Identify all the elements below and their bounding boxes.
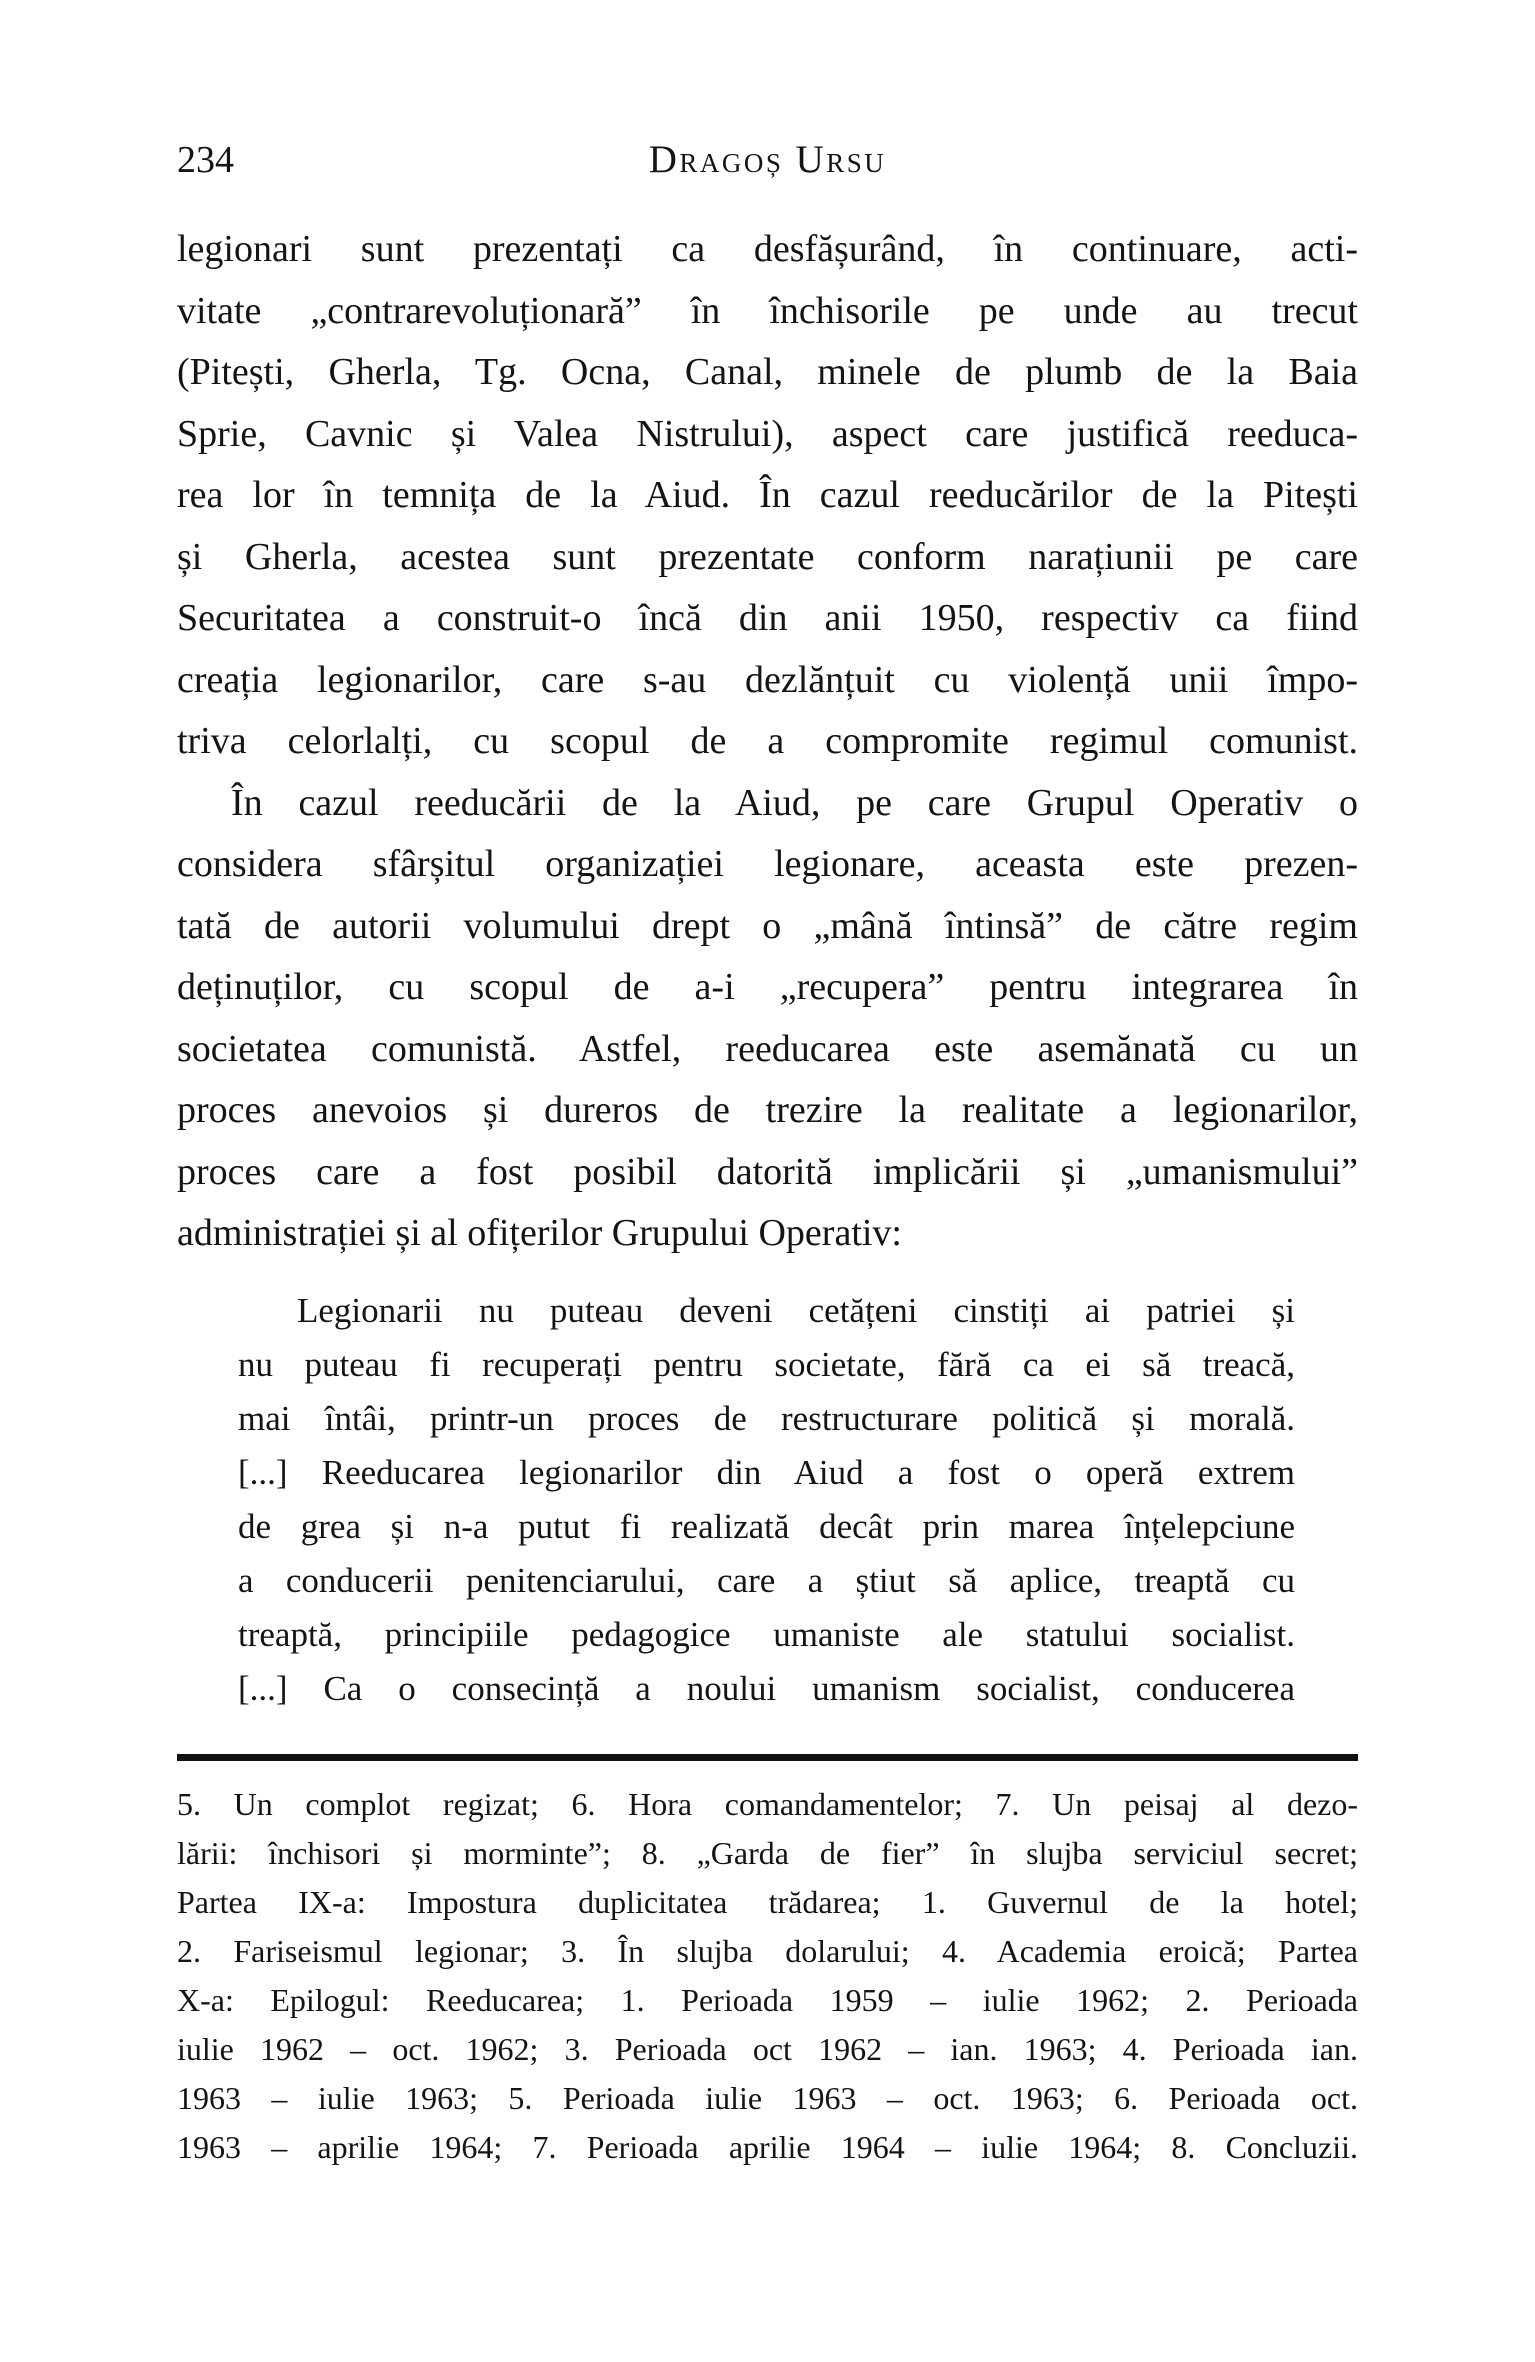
- text-line: Securitatea a construit-o încă din anii 1950, respectiv ca fiind: [177, 597, 1358, 639]
- text-line: creația legionarilor, care s-au dezlănțuit cu violență unii împo-: [177, 658, 1358, 701]
- text-line: X-a: Epilogul: Reeducarea; 1. Perioada 1959 – iulie 1962; 2. Perioada: [177, 1982, 1358, 2018]
- text-line: (Pitești, Gherla, Tg. Ocna, Canal, minele de plumb de la Baia: [177, 351, 1358, 393]
- text-line: de grea și n-a putut fi realizată decât prin marea înțelepciune: [238, 1507, 1295, 1546]
- text-line: a conducerii penitenciarului, care a știut să aplice, treaptă cu: [238, 1561, 1295, 1600]
- text-line: nu puteau fi recuperați pentru societate, fără ca ei să treacă,: [238, 1345, 1295, 1384]
- text-line: iulie 1962 – oct. 1962; 3. Perioada oct 1962 – ian. 1963; 4. Perioada ian.: [177, 2031, 1358, 2067]
- paragraph-aiud-reeducation: [177, 773, 1358, 1265]
- text-line: [...] Ca o consecință a noului umanism socialist, conducerea: [238, 1669, 1295, 1708]
- text-line: Sprie, Cavnic și Valea Nistrului), aspect care justifică reeduca-: [177, 412, 1358, 455]
- text-line: 5. Un complot regizat; 6. Hora comandamentelor; 7. Un peisaj al dezo-: [177, 1786, 1358, 1822]
- text-line: și Gherla, acestea sunt prezentate conform narațiunii pe care: [177, 535, 1358, 578]
- text-line: societatea comunistă. Astfel, reeducarea este asemănată cu un: [177, 1027, 1358, 1070]
- text-line: lării: închisori și morminte”; 8. „Garda de fier” în slujba serviciul secret;: [177, 1835, 1358, 1871]
- text-line: În cazul reeducării de la Aiud, pe care Grupul Operativ o: [231, 781, 1358, 824]
- text-line: 1963 – aprilie 1964; 7. Perioada aprilie 1964 – iulie 1964; 8. Concluzii.: [177, 2129, 1358, 2165]
- text-line: vitate „contrarevoluționară” în închisorile pe unde au trecut: [177, 289, 1358, 332]
- text-line: triva celorlalți, cu scopul de a compromite regimul comunist.: [177, 720, 1358, 762]
- text-line: administrației și al ofițerilor Grupului Operativ:: [177, 1212, 902, 1254]
- footnote-separator-rule: [177, 1754, 1358, 1761]
- running-head-author: Dragoș Ursu: [648, 138, 887, 181]
- text-line: mai întâi, printr-un proces de restructurare politică și morală.: [238, 1399, 1295, 1438]
- page-number: 234: [177, 139, 234, 181]
- text-line: proces anevoios și dureros de trezire la realitate a legionarilor,: [177, 1089, 1358, 1131]
- page-header: [177, 138, 1358, 184]
- text-line: treaptă, principiile pedagogice umaniste ale statului socialist.: [238, 1615, 1295, 1654]
- text-line: proces care a fost posibil datorită implicării și „umanismului”: [177, 1150, 1358, 1193]
- text-line: Partea IX-a: Impostura duplicitatea trădarea; 1. Guvernul de la hotel;: [177, 1884, 1358, 1920]
- text-line: rea lor în temnița de la Aiud. În cazul reeducărilor de la Pitești: [177, 474, 1358, 516]
- text-line: [...] Reeducarea legionarilor din Aiud a fost o operă extrem: [238, 1453, 1295, 1492]
- block-quote: [238, 1284, 1295, 1716]
- text-line: 2. Fariseismul legionar; 3. În slujba dolarului; 4. Academia eroică; Partea: [177, 1933, 1358, 1969]
- text-line: Legionarii nu puteau deveni cetățeni cinstiți ai patriei și: [297, 1291, 1295, 1330]
- main-text-block: [177, 219, 1358, 1265]
- footnote-text: [177, 1780, 1358, 2172]
- text-line: tată de autorii volumului drept o „mână întinsă” de către regim: [177, 904, 1358, 947]
- text-line: considera sfârșitul organizației legionare, aceasta este prezen-: [177, 843, 1358, 885]
- text-line: deținuților, cu scopul de a-i „recupera” pentru integrarea în: [177, 966, 1358, 1008]
- text-line: 1963 – iulie 1963; 5. Perioada iulie 1963 – oct. 1963; 6. Perioada oct.: [177, 2080, 1358, 2116]
- paragraph-continuation: [177, 219, 1358, 773]
- text-line: legionari sunt prezentați ca desfășurând, în continuare, acti-: [177, 228, 1358, 270]
